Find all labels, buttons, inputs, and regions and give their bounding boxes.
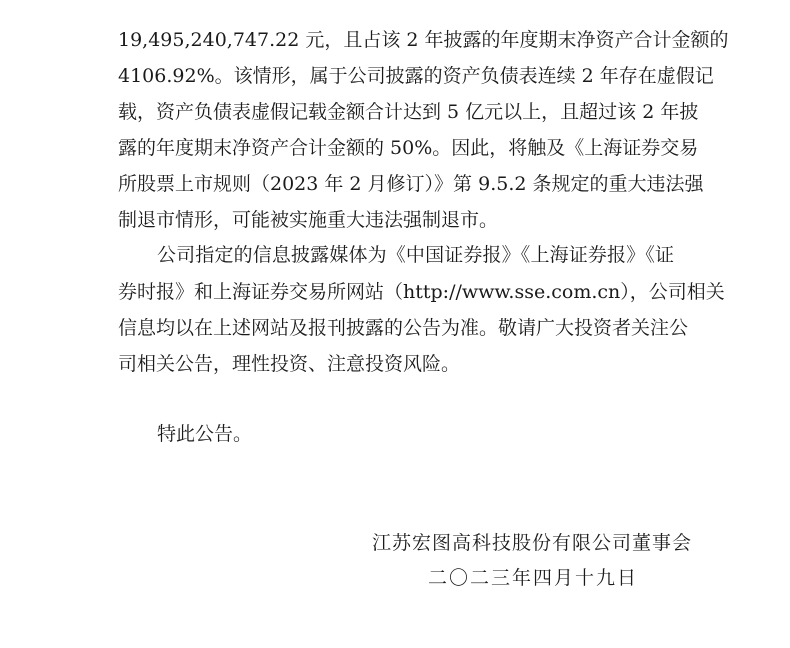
paragraph-1-line-3: 载，资产负债表虚假记载金额合计达到 5 亿元以上，且超过该 2 年披 (118, 101, 699, 123)
paragraph-1-line-4: 露的年度期末净资产合计金额的 50%。因此，将触及《上海证券交易 (118, 137, 699, 159)
paragraph-1-line-2: 4106.92%。该情形，属于公司披露的资产负债表连续 2 年存在虚假记 (118, 65, 714, 87)
paragraph-1-line-5: 所股票上市规则（2023 年 2 月修订）》第 9.5.2 条规定的重大违法强 (118, 173, 704, 195)
paragraph-2-line-1: 公司指定的信息披露媒体为《中国证券报》《上海证券报》《证 (157, 244, 674, 266)
closing-statement: 特此公告。 (157, 423, 253, 445)
signature-date: 二〇二三年四月十九日 (428, 567, 639, 589)
paragraph-2-line-2: 券时报》和上海证券交易所网站（http://www.sse.com.cn），公司相关 (118, 281, 725, 303)
paragraph-2-line-4: 司相关公告，理性投资、注意投资风险。 (118, 353, 461, 375)
signature-company: 江苏宏图高科技股份有限公司董事会 (372, 532, 693, 554)
paragraph-2-line-3: 信息均以在上述网站及报刊披露的公告为准。敬请广大投资者关注公 (118, 317, 689, 339)
paragraph-1-line-6: 制退市情形，可能被实施重大违法强制退市。 (118, 209, 499, 231)
paragraph-1-line-1: 19,495,240,747.22 元，且占该 2 年披露的年度期末净资产合计金额的 (118, 29, 729, 51)
